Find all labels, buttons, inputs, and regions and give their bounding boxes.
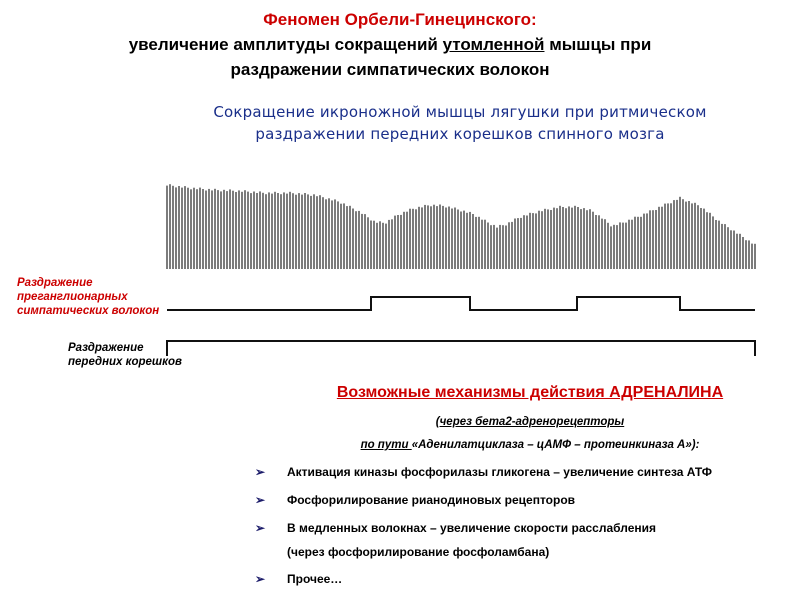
mechanism-text: Прочее… [287, 572, 343, 586]
arrow-bullet-icon: ➢ [255, 465, 266, 479]
title-line1-pre: увеличение амплитуды сокращений [128, 35, 443, 54]
label-line: Раздражение [68, 342, 144, 354]
mechanism-text: Фосфорилирование рианодиновых рецепторов [287, 493, 576, 507]
label-line: преганглионарных [17, 291, 128, 303]
arrow-bullet-icon: ➢ [255, 493, 266, 507]
label-line: передних корешков [68, 356, 182, 368]
myogram-trace [167, 184, 755, 269]
mechanisms-subtitle-2 [270, 439, 790, 451]
label-line: симпатических волокон [17, 305, 160, 317]
pathway-text: «Аденилатциклаза – цАМФ – протеинкиназа А»): [411, 439, 700, 451]
pathway-prefix: по пути [360, 439, 412, 451]
mechanism-item-3 [255, 521, 656, 535]
mechanism-text: Активация киназы фосфорилазы гликогена – увеличение синтеза АТФ [287, 465, 712, 479]
title-line1-post: мышцы при [544, 35, 652, 54]
roots-stimulation-marker [167, 341, 755, 356]
sympathetic-stimulation-marker [167, 297, 755, 310]
mechanism-item-4 [255, 572, 342, 586]
mechanism-item-2 [255, 493, 575, 507]
mechanism-item-3-note: (через фосфорилирование фосфоламбана) [287, 545, 550, 559]
mechanism-text: В медленных волокнах – увеличение скорости расслабления [287, 521, 657, 535]
figure-caption-line2: раздражении передних корешков спинного мозга [255, 125, 665, 143]
mechanism-item-1 [255, 465, 712, 479]
sympathetic-stimulation-label [17, 276, 159, 318]
slide-title: Феномен Орбели-Гинецинского: [263, 10, 537, 29]
roots-stimulation-label [68, 341, 182, 369]
arrow-bullet-icon: ➢ [255, 521, 266, 535]
label-line: Раздражение [17, 277, 93, 289]
title-underlined-word: утомленной [442, 35, 545, 54]
mechanisms-subtitle-1: (через бета2-адренорецепторы [435, 416, 625, 428]
slide-title-line2: раздражении симпатических волокон [230, 60, 550, 79]
mechanisms-title: Возможные механизмы действия АДРЕНАЛИНА [336, 384, 724, 401]
figure-caption-line1: Сокращение икроножной мышцы лягушки при ритмическом [213, 103, 707, 121]
arrow-bullet-icon: ➢ [255, 572, 266, 586]
